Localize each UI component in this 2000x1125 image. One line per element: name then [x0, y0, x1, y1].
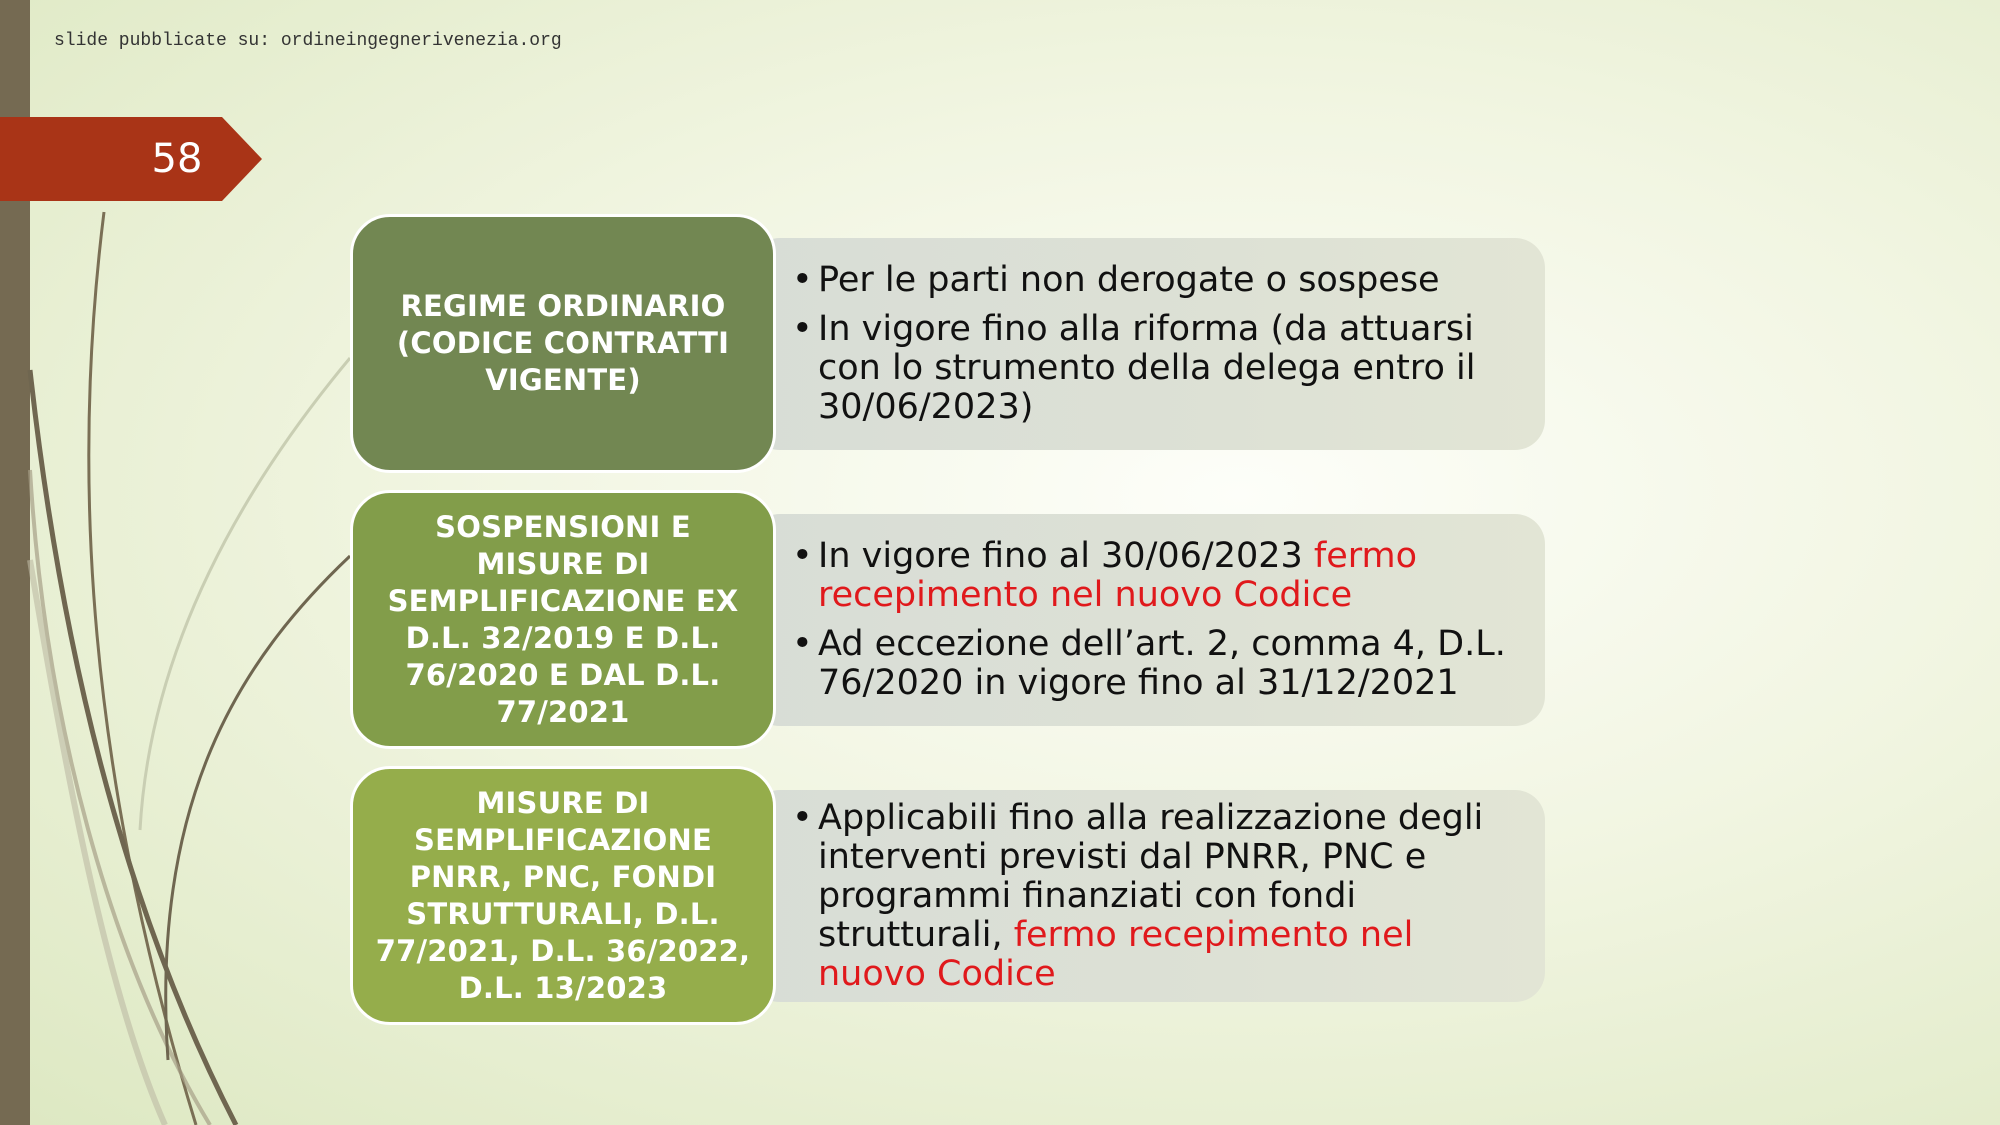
row-regime-ordinario: [350, 214, 1545, 477]
bullet-list: [792, 238, 1532, 450]
highlight-text: fermo recepimento nel nuovo Codice: [818, 536, 1418, 615]
bullet-list: [792, 514, 1532, 726]
row-sospensioni: [350, 490, 1545, 753]
category-title: REGIME ORDINARIO (CODICE CONTRATTI VIGENTE): [396, 289, 730, 397]
page-number: 58: [151, 136, 203, 182]
bullet-list: [792, 790, 1532, 1002]
category-title: MISURE DI SEMPLIFICAZIONE PNRR, PNC, FONDI STRUTTURALI, D.L. 77/2021, D.L. 36/2022, D.L. 13/2023: [375, 785, 751, 1005]
bullet-item: • Per le parti non derogate o sospese: [792, 261, 1532, 300]
category-title: SOSPENSIONI E MISURE DI SEMPLIFICAZIONE EX D.L. 32/2019 E D.L. 76/2020 E DAL D.L. 77/2021: [387, 509, 739, 729]
category-box: [350, 214, 776, 473]
watermark-text: slide pubblicate su: ordineingegnerivenezia.org: [54, 31, 562, 51]
bullet-item: • Ad eccezione dell’art. 2, comma 4, D.L. 76/2020 in vigore fino al 31/12/2021: [792, 625, 1532, 703]
bullet-item: • In vigore fino alla riforma (da attuarsi con lo strumento della delega entro il 30/06/2023): [792, 310, 1532, 427]
page-number-badge: [0, 117, 262, 201]
row-misure-pnrr: [350, 766, 1545, 1029]
highlight-text: fermo recepimento nel nuovo Codice: [818, 914, 1414, 994]
bullet-item: • Applicabili fino alla realizzazione degli interventi previsti dal PNRR, PNC e programmi finanziati con fondi strutturali, fermo recepimento nel nuovo Codice: [792, 799, 1532, 994]
category-box: [350, 766, 776, 1025]
category-box: [350, 490, 776, 749]
bullet-item: • In vigore fino al 30/06/2023 fermo recepimento nel nuovo Codice: [792, 537, 1532, 615]
